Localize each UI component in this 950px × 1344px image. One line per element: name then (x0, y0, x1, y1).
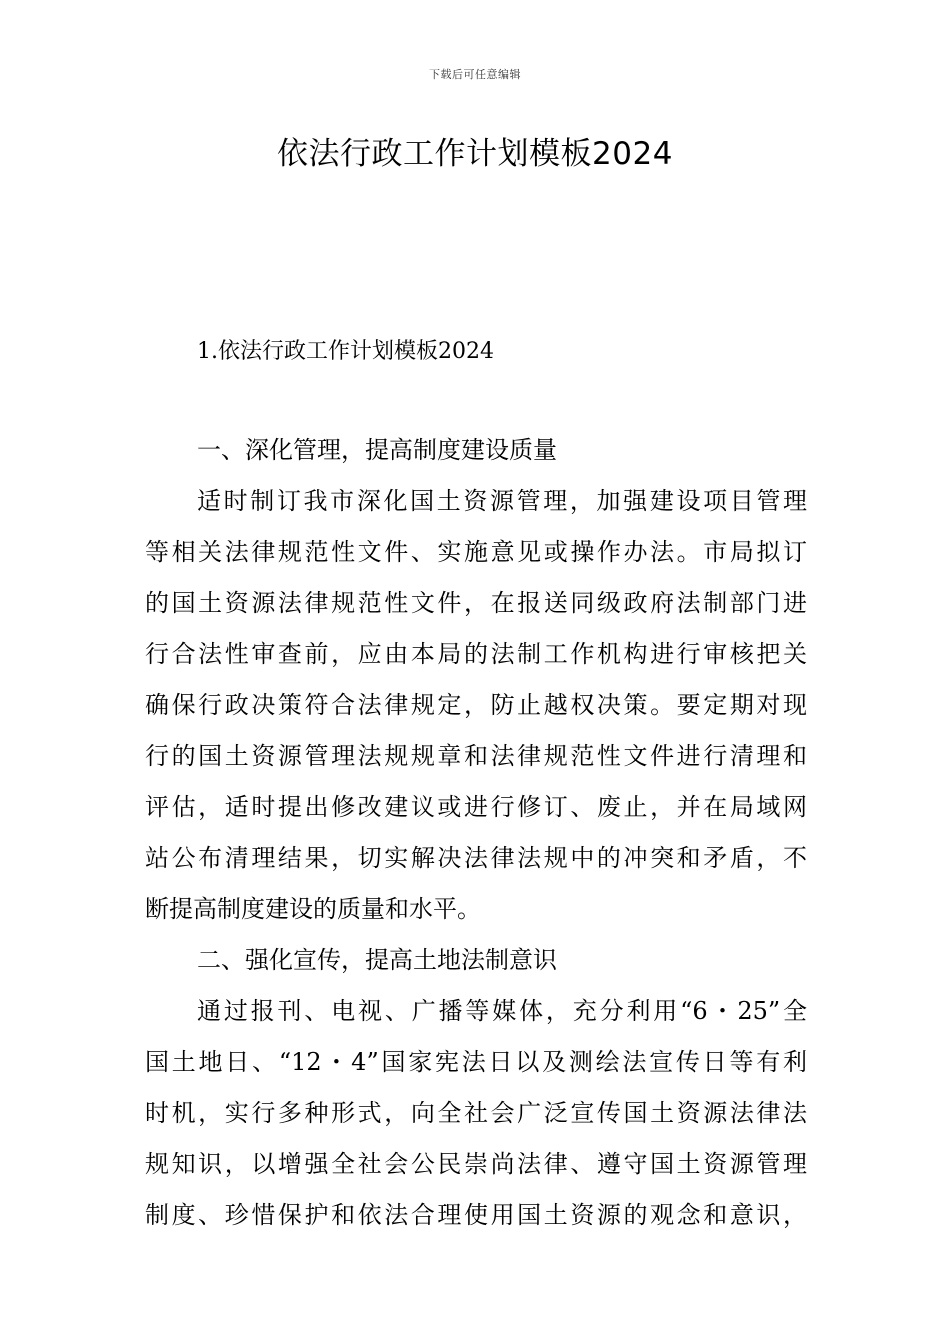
paragraph-line: 行合法性审查前，应由本局的法制工作机构进行审核把关 (145, 640, 807, 668)
document-title: 依法行政工作计划模板2024 (277, 136, 673, 172)
paragraph-line: 的国土资源法律规范性文件，在报送同级政府法制部门进 (145, 589, 807, 617)
paragraph-line: 适时制订我市深化国土资源管理，加强建设项目管理 (197, 487, 807, 515)
header-note: 下载后可任意编辑 (429, 68, 521, 81)
section-heading: 二、强化宣传，提高土地法制意识 (197, 946, 557, 974)
section-subtitle: 1.依法行政工作计划模板2024 (197, 339, 494, 364)
paragraph-line: 制度、珍惜保护和依法合理使用国土资源的观念和意识， (145, 1201, 807, 1229)
paragraph-line: 评估，适时提出修改建议或进行修订、废止，并在局域网 (145, 793, 807, 821)
paragraph-line: 规知识，以增强全社会公民崇尚法律、遵守国土资源管理 (145, 1150, 807, 1178)
paragraph-line: 断提高制度建设的质量和水平。 (145, 895, 481, 923)
paragraph-line: 国土地日、“12・4”国家宪法日以及测绘法宣传日等有利 (145, 1048, 807, 1076)
paragraph-line: 站公布清理结果，切实解决法律法规中的冲突和矛盾，不 (145, 844, 807, 872)
paragraph-line: 行的国土资源管理法规规章和法律规范性文件进行清理和 (145, 742, 807, 770)
body-text (145, 425, 807, 1241)
paragraph-line: 确保行政决策符合法律规定，防止越权决策。要定期对现 (145, 691, 807, 719)
paragraph-line: 通过报刊、电视、广播等媒体，充分利用“6・25”全 (197, 997, 807, 1025)
paragraph-line: 等相关法律规范性文件、实施意见或操作办法。市局拟订 (145, 538, 807, 566)
paragraph-line: 时机，实行多种形式，向全社会广泛宣传国土资源法律法 (145, 1099, 807, 1127)
section-heading: 一、深化管理，提高制度建设质量 (197, 436, 557, 464)
